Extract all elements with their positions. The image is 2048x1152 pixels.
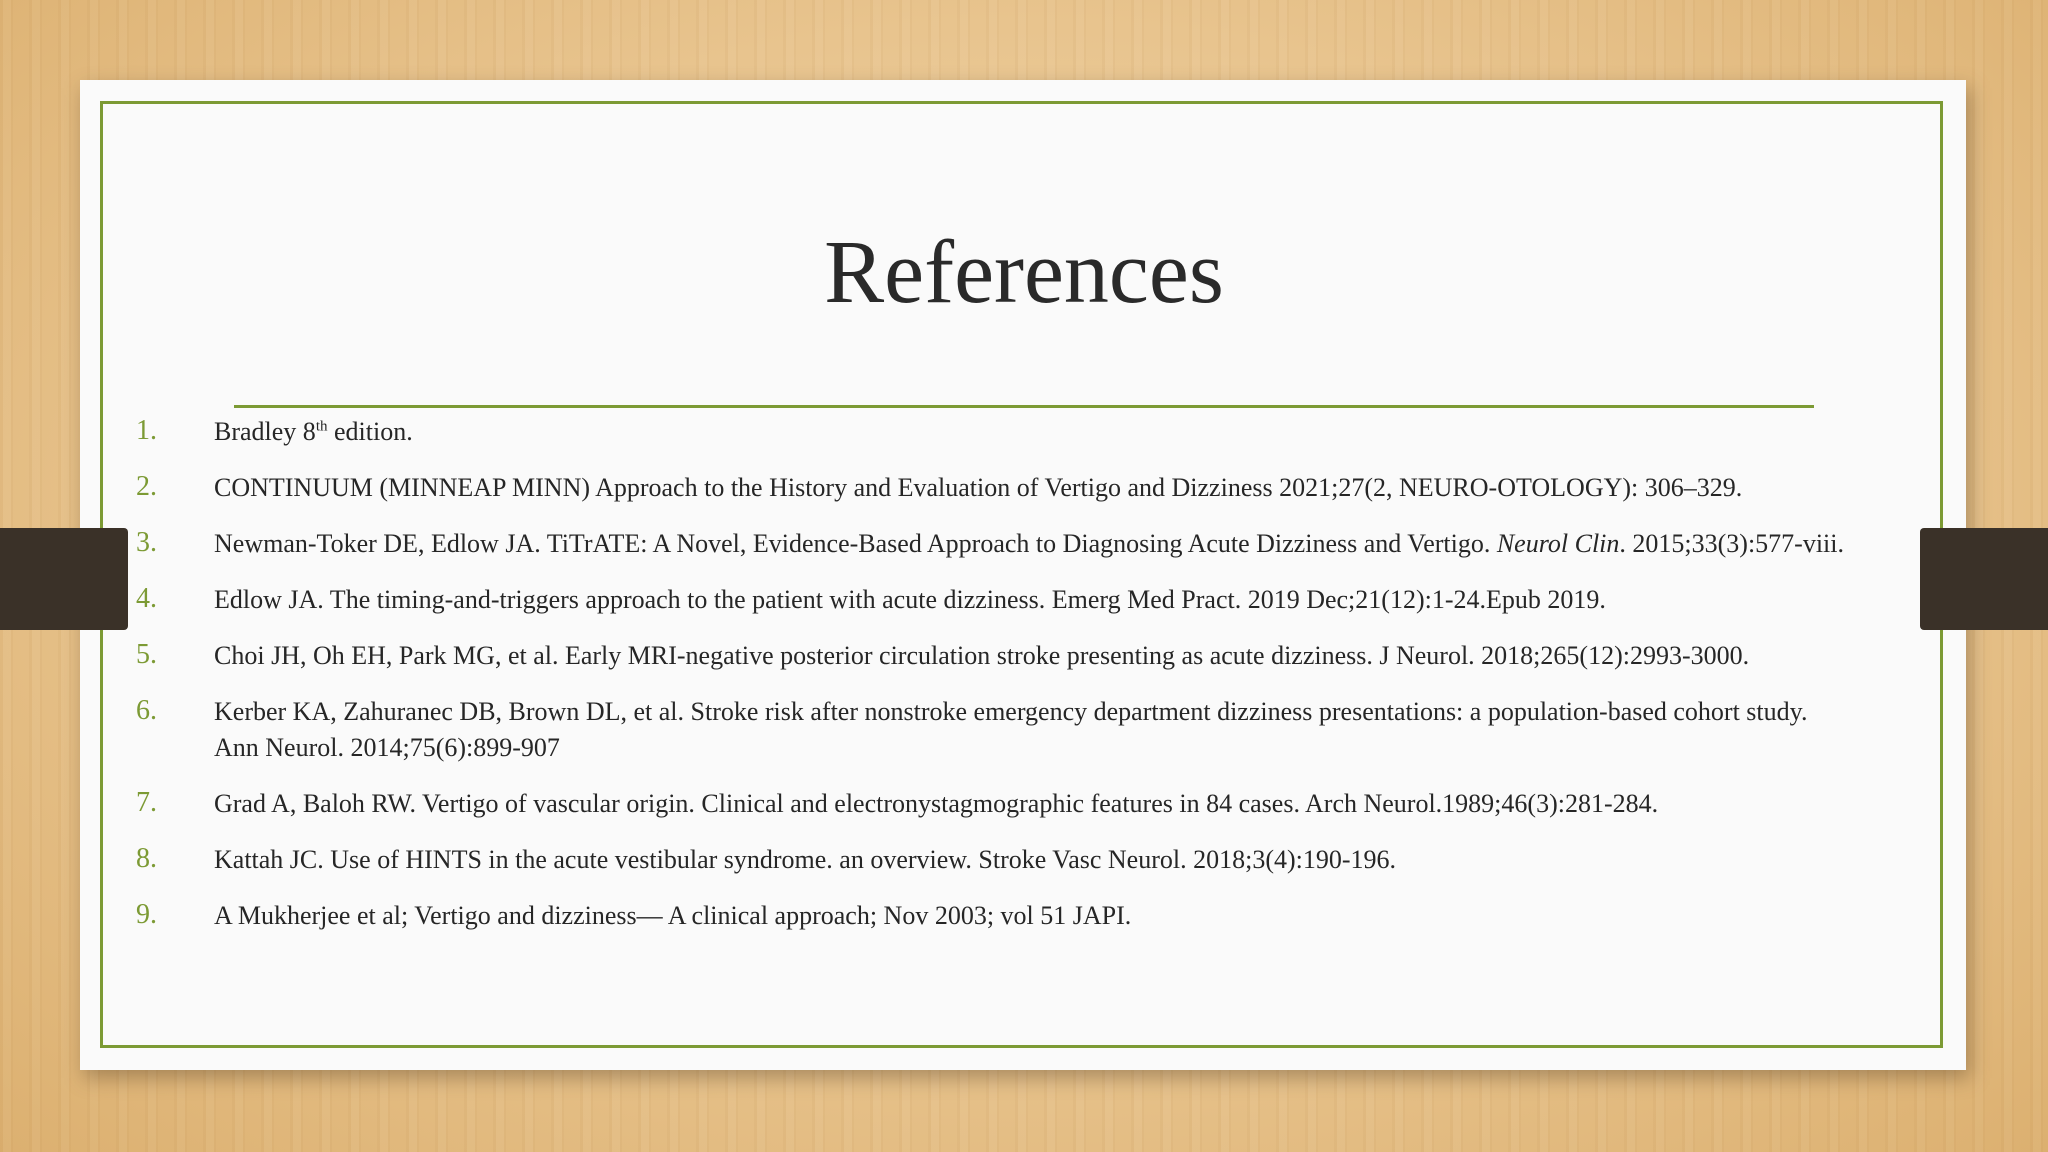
- reference-text: Newman-Toker DE, Edlow JA. TiTrATE: A Novel, Evidence-Based Approach to Diagnosing Acute Dizziness and Vertigo. Neurol Clin. 2015;33(3):577-viii.: [214, 529, 1844, 558]
- reference-text: Choi JH, Oh EH, Park MG, et al. Early MRI-negative posterior circulation stroke presenting as acute dizziness. J Neurol. 2018;265(12):2993-3000.: [214, 641, 1750, 670]
- reference-text: CONTINUUM (MINNEAP MINN) Approach to the History and Evaluation of Vertigo and Dizziness 2021;27(2, NEURO-OTOLOGY): 306–329.: [214, 473, 1743, 502]
- reference-number: 9.: [136, 899, 157, 930]
- reference-number: 3.: [136, 527, 157, 558]
- reference-item: [130, 842, 1850, 878]
- reference-item: [130, 470, 1850, 506]
- superscript-ordinal: th: [315, 418, 328, 435]
- title-divider: [234, 405, 1814, 408]
- reference-item: [130, 786, 1850, 822]
- reference-text: Grad A, Baloh RW. Vertigo of vascular origin. Clinical and electronystagmographic features in 84 cases. Arch Neurol.1989;46(3):281-284.: [214, 789, 1659, 818]
- reference-item: [130, 582, 1850, 618]
- reference-number: 6.: [136, 695, 157, 726]
- reference-text: A Mukherjee et al; Vertigo and dizziness— A clinical approach; Nov 2003; vol 51 JAPI.: [214, 901, 1132, 930]
- reference-item: [130, 414, 1850, 450]
- reference-number: 1.: [136, 415, 157, 446]
- reference-number: 2.: [136, 471, 157, 502]
- reference-text: Kattah JC. Use of HINTS in the acute vestibular syndrome. an overview. Stroke Vasc Neurol. 2018;3(4):190-196.: [214, 845, 1397, 874]
- reference-item: [130, 694, 1850, 766]
- reference-item: [130, 898, 1850, 934]
- right-binder-clip: [1920, 528, 2048, 630]
- left-binder-clip: [0, 528, 128, 630]
- reference-text: Bradley 8th edition.: [214, 417, 413, 446]
- reference-list: [130, 414, 1850, 954]
- reference-number: 8.: [136, 843, 157, 874]
- reference-item: [130, 526, 1850, 562]
- reference-text: Kerber KA, Zahuranec DB, Brown DL, et al. Stroke risk after nonstroke emergency department dizziness presentations: a population-based cohort study. Ann Neurol. 2014;75(6):899-907: [214, 697, 1808, 762]
- slide-title: References: [824, 223, 1224, 322]
- reference-number: 5.: [136, 639, 157, 670]
- journal-name: Neurol Clin: [1496, 529, 1620, 558]
- reference-number: 7.: [136, 787, 157, 818]
- reference-number: 4.: [136, 583, 157, 614]
- reference-item: [130, 638, 1850, 674]
- reference-text: Edlow JA. The timing-and-triggers approach to the patient with acute dizziness. Emerg Med Pract. 2019 Dec;21(12):1-24.Epub 2019.: [214, 585, 1606, 614]
